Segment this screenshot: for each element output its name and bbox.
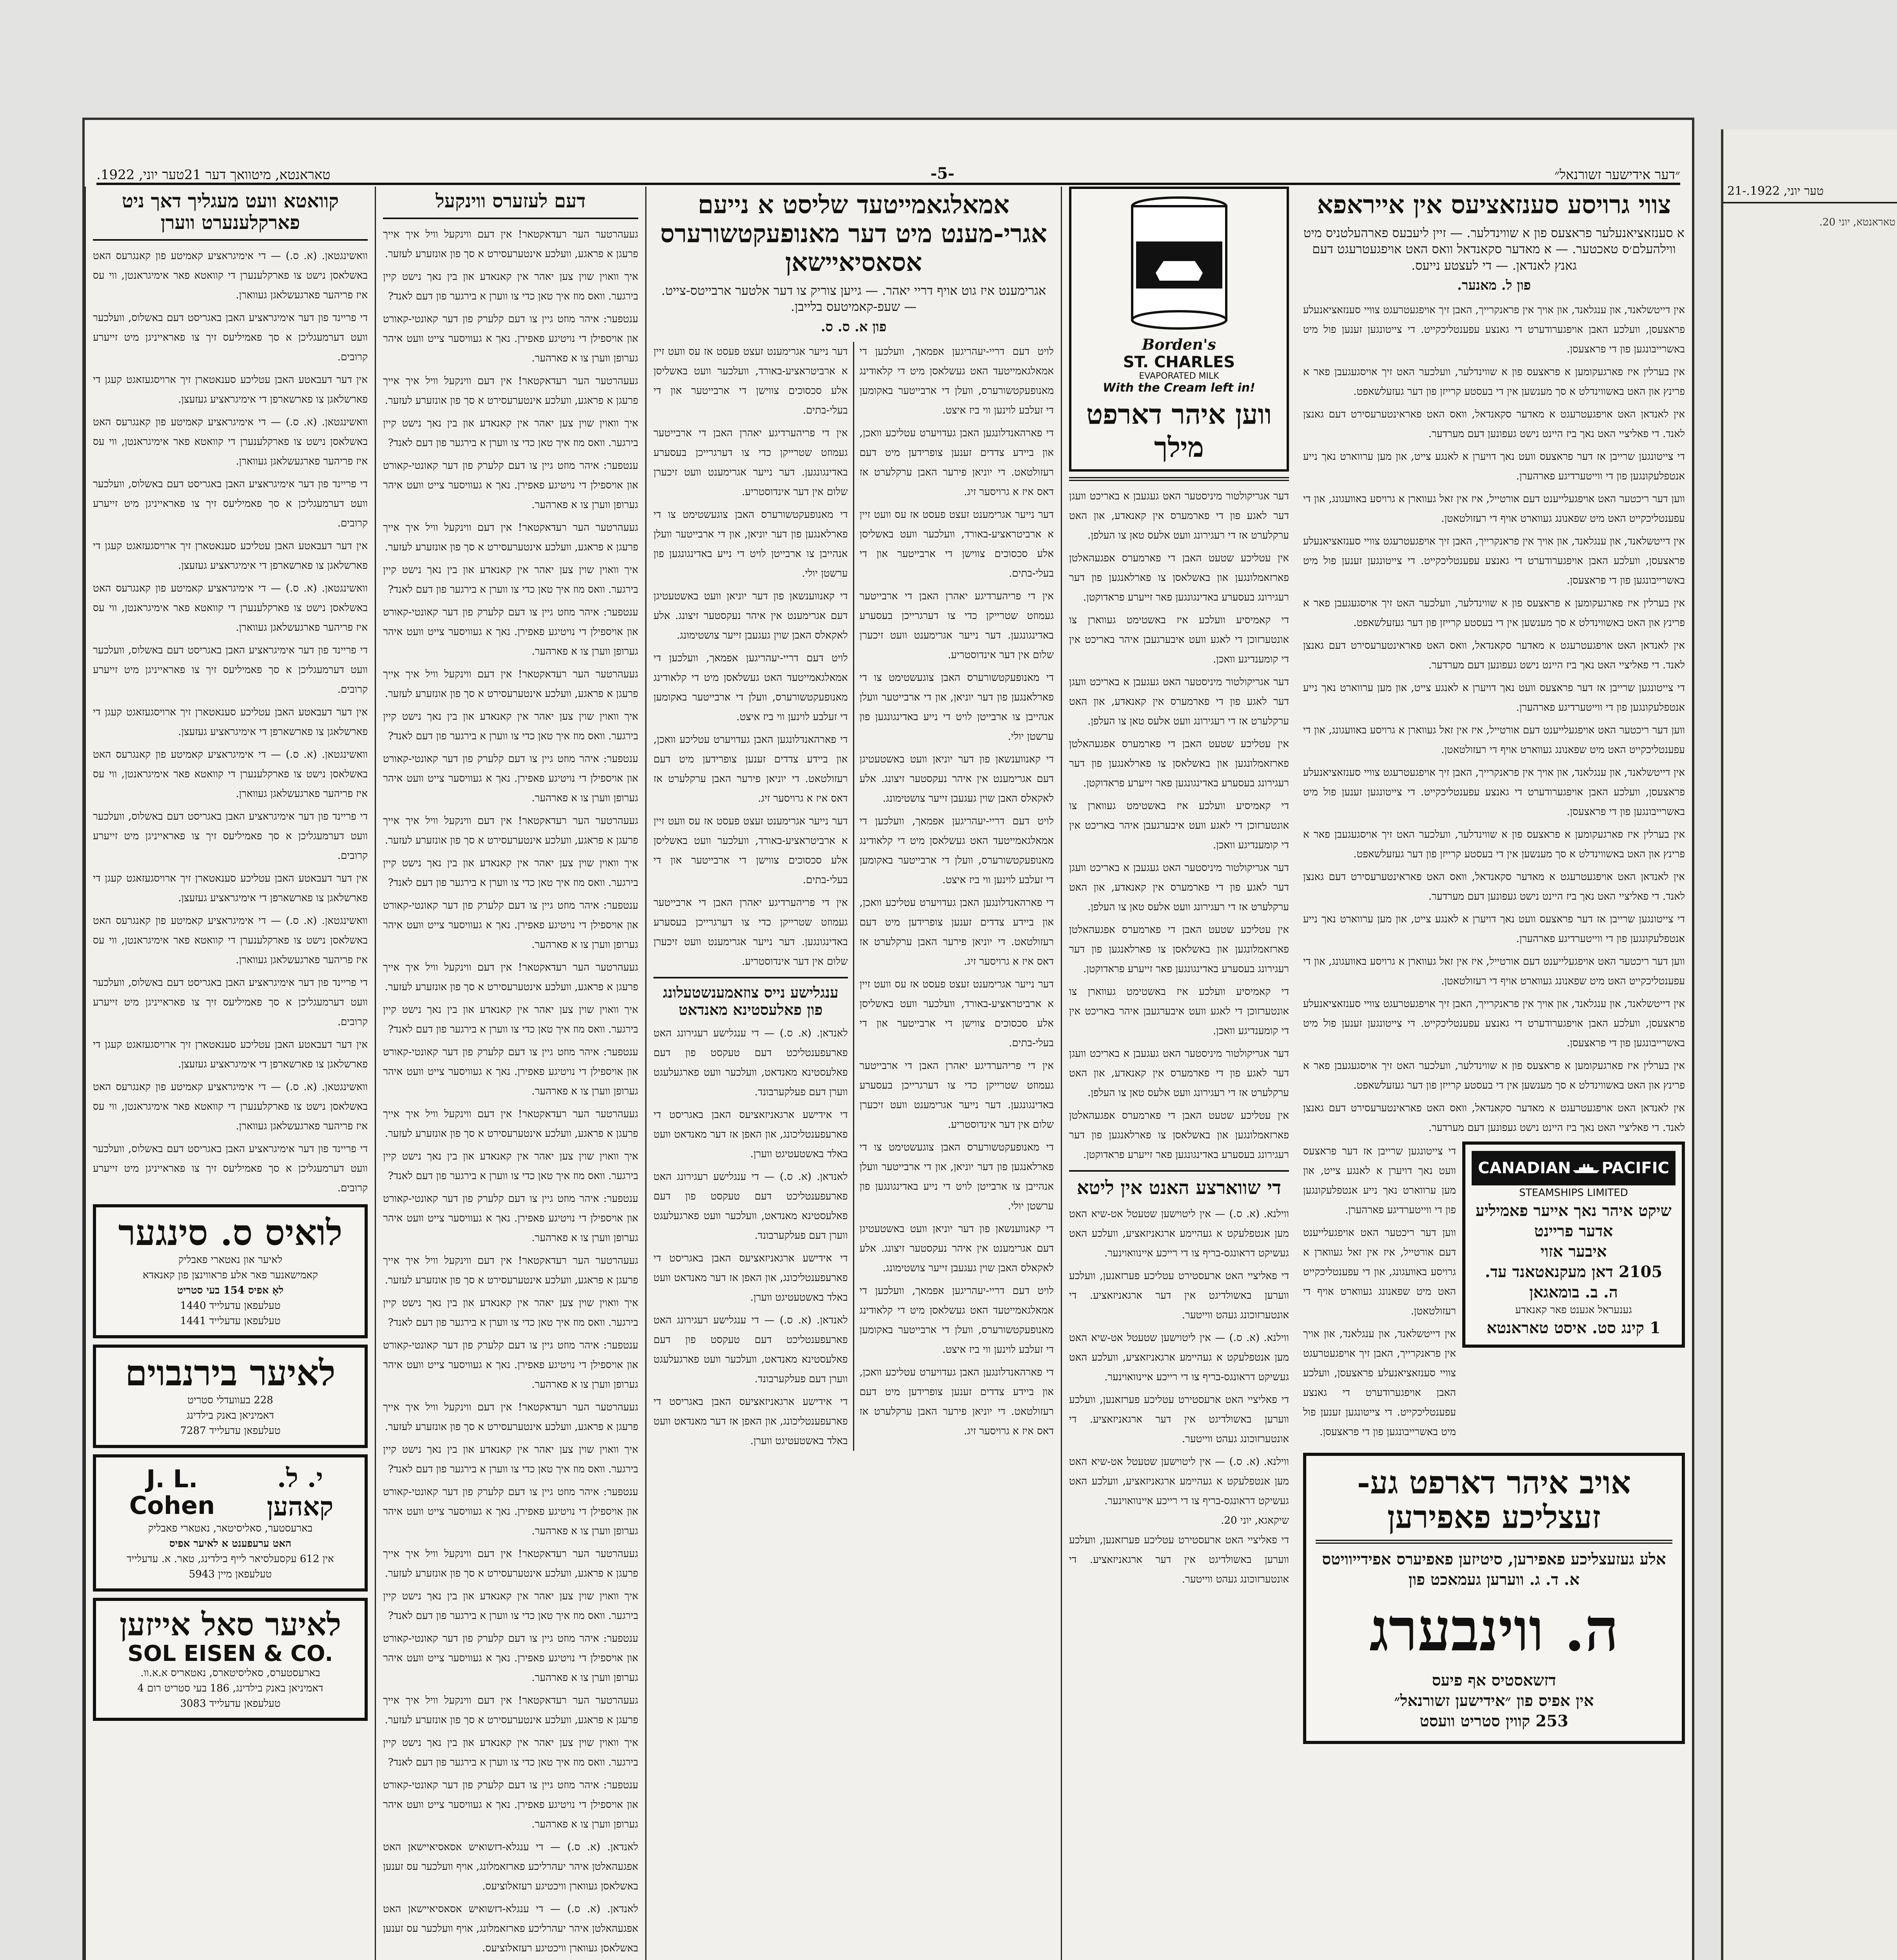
article-paragraph: די צייטונגען שרייבן אז דער פראצעס וועט נאך דויערן א לאנגע צייט, און מען ערווארט נאך נייע אנטפלעקונגען פון די ווייטערדיגע פארהערן. bbox=[1303, 451, 1685, 483]
article-paragraph: לאנדאן. (א. ס.) — די ענגלישע רעגירונג האט פארעפענטליכט דעם טעקסט פון דעם פאלעסטינא מאנדאט, וועלכער וועט פארגעלעגט ווערן דעם פעלקערבונד. bbox=[654, 1027, 848, 1098]
article-paragraph: ווען דער ריכטער האט אויפגעלייענט דעם אורטייל, איז אין זאל געווארן א גרויסע באוועגונג, און די עפענטליכקייט האט מיט שפאנונג געווארט אויף די רעזולטאטן. bbox=[1303, 493, 1685, 525]
article-paragraph: ווען דער ריכטער האט אויפגעלייענט דעם אורטייל, איז אין זאל געווארן א גרויסע באוועגונג, און די עפענטליכקייט האט מיט שפאנונג געווארט אויף די רעזולטאטן. bbox=[1303, 956, 1685, 987]
article-paragraph: אין דייטשלאנד, און ענגלאנד, און אויך אין פראנקרייך, האבן זיך אויפגעטרעגט צוויי סענזאציאנעלע פראצעסן, וועלכע האבן אויפגערודערט די גאנצע עפענטליכקייט. די צייטונגען זענען פול מיט באשרייבונגען פון די פראצעסן. bbox=[1303, 535, 1685, 587]
article-paragraph: די קאמיסיע וועלכע איז באשטימט געווארן צו אונטערזוכן די לאגע וועט איבערגעבן איהר באריכט אין די קומענדיגע וואכן. bbox=[1069, 986, 1289, 1037]
article-paragraph: די קאנווענשאן פון דער יוניאן וועט באשטעטיגן דעם אגרימענט אין איהר נעקסטער זיצונג. אלע לאקאלס האבן שוין געגעבן זייער צושטימונג. bbox=[859, 1223, 1054, 1274]
divider bbox=[1069, 477, 1289, 481]
article-paragraph: געעהרטער הער רעדאקטאר! אין דעם ווינקעל וויל איך אייך פרעגן א פראגע, וועלכע אינטערעסירט א סך פון אונזערע לעזער. bbox=[383, 1401, 638, 1433]
article-paragraph: איך וואוין שוין צען יאהר אין קאנאדע און בין נאך נישט קיין בירגער. וואס מוז איך טאן כדי צו ווערן א בירגער פון דעם לאנד? bbox=[383, 711, 638, 742]
eisen-phone: טעלעפאן עדעלייד 3083 bbox=[180, 1698, 281, 1710]
page-number: -5- bbox=[930, 164, 955, 183]
article-paragraph: וואשינגטאן. (א. ס.) — די אימיגראציע קאמיטע פון קאנגרעס האט באשלאסן נישט צו פארקלענערן די קוואטא פאר אימיגראנטן, ווי עס איז פריהער פארגעשלאגן געווארן. bbox=[93, 915, 368, 966]
article-paragraph: איך וואוין שוין צען יאהר אין קאנאדע און בין נאך נישט קיין בירגער. וואס מוז איך טאן כדי צו ווערן א בירגער פון דעם לאנד? bbox=[383, 417, 638, 449]
article-paragraph: ווען דער ריכטער האט אויפגעלייענט דעם אורטייל, איז אין זאל געווארן א גרויסע באוועגונג, און די עפענטליכקייט האט מיט שפאנונג געווארט אויף די רעזולטאטן. bbox=[1303, 724, 1685, 756]
article-paragraph: די צייטונגען שרייבן אז דער פראצעס וועט נאך דויערן א לאנגע צייט, און מען ערווארט נאך נייע אנטפלעקונגען פון די ווייטערדיגע פארהערן. bbox=[1303, 682, 1685, 714]
adjacent-page-text bbox=[1723, 203, 1897, 241]
article-paragraph: איך וואוין שוין צען יאהר אין קאנאדע און בין נאך נישט קיין בירגער. וואס מוז איך טאן כדי צו ווערן א בירגער פון דעם לאנד? bbox=[383, 1297, 638, 1329]
weinberg-tagline: דזשאסטיס אף פיעס bbox=[1432, 1671, 1556, 1690]
eisen-name-latin: SOL EISEN & CO. bbox=[127, 1641, 333, 1666]
singer-office: לאָ אפיס 154 בעי סטריט bbox=[177, 1285, 284, 1297]
article-paragraph: די פארהאנדלונגען האבן געדויערט עטליכע וואכן, און ביידע צדדים זענען צופרידען מיט דעם רעזולטאט. די יוניאן פירער האבן ערקלערט אז דאס איז א גרויסער זיג. bbox=[859, 427, 1054, 498]
article-paragraph: די צייטונגען שרייבן אז דער פראצעס וועט נאך דויערן א לאנגע צייט, און מען ערווארט נאך נייע אנטפלעקונגען פון די ווייטערדיגע פארהערן. bbox=[1303, 1145, 1456, 1216]
cp-banner bbox=[1472, 1151, 1676, 1185]
article-paragraph: די פאליציי האט ארעסטירט עטליכע פערזאנען, וועלכע ווערען באשולדיגט אין דער ארגאניזאציע. די אונטערזוכונג געהט ווייטער. bbox=[1069, 1394, 1289, 1445]
weinberg-ad bbox=[1303, 1453, 1685, 1744]
article-paragraph: ענטפער: איהר מוזט גיין צו דעם קלערק פון דער קאונטי-קאורט און אויספילן די נויטיגע פאפירן. נאך א געוויסער צייט וועט איהר גערופן ווערן צו א פארהער. bbox=[383, 1339, 638, 1391]
article-paragraph: אין די פריהערדיגע יאהרן האבן די ארבייטער געמוזט שטרייקן כדי צו דערגרייכן בעסערע באדינגונגען. דער נייער אגרימענט וועט זיכערן שלום אין דער אינדוסטריע. bbox=[859, 590, 1054, 661]
milk-can-icon bbox=[1120, 194, 1238, 336]
article-paragraph: ענטפער: איהר מוזט גיין צו דעם קלערק פון דער קאונטי-קאורט און אויספילן די נויטיגע פאפירן. נאך א געוויסער צייט וועט איהר גערופן ווערן צו א פארהער. bbox=[383, 1486, 638, 1537]
article-paragraph: איך וואוין שוין צען יאהר אין קאנאדע און בין נאך נישט קיין בירגער. וואס מוז איך טאן כדי צו ווערן א בירגער פון דעם לאנד? bbox=[383, 1151, 638, 1182]
article-paragraph: איך וואוין שוין צען יאהר אין קאנאדע און בין נאך נישט קיין בירגער. וואס מוז איך טאן כדי צו ווערן א בירגער פון דעם לאנד? bbox=[383, 1737, 638, 1769]
masthead-date: טאראנטא, מיטוואך דער 21טער יוני, 1922. bbox=[96, 167, 330, 183]
article-paragraph: אין בערלין איז פארגעקומען א פראצעס פון א שווינדלער, וועלכער האט זיך אויסגעגעבן פאר א פרינץ און האט באשווינדלט א סך מענשען אין די בעסטע קרייזן פון דער געזעלשאפט. bbox=[1303, 366, 1685, 398]
weinberg-name: ה. ווינבערג bbox=[1369, 1595, 1619, 1665]
column-europe-sensations bbox=[1296, 187, 1692, 1960]
article-paragraph: די פריינד פון דער אימיגראציע האבן באגריסט דעם באשלוס, וועלכער וועט דערמעגליכן א סך פאמיליעס זיך צו פאראייניגן מיט זייערע קרובים. bbox=[93, 977, 368, 1028]
ad-side-text bbox=[1303, 1142, 1456, 1445]
article-paragraph: די פארהאנדלונגען האבן געדויערט עטליכע וואכן, און ביידע צדדים זענען צופרידען מיט דעם רעזולטאט. די יוניאן פירער האבן ערקלערט אז דאס איז א גרויסער זיג. bbox=[859, 897, 1054, 967]
article-paragraph: וואשינגטאן. (א. ס.) — די אימיגראציע קאמיטע פון קאנגרעס האט באשלאסן נישט צו פארקלענערן די קוואטא פאר אימיגראנטן, ווי עס איז פריהער פארגעשלאגן געווארן. bbox=[93, 416, 368, 468]
article-paragraph: אין דער דעבאטע האבן עטליכע סענאטארן זיך ארויסגעזאגט קעגן די פארשלאגן צו פארשארפן די אימיגראציע געזעצן. bbox=[93, 1039, 368, 1071]
article-paragraph: אין דייטשלאנד, און ענגלאנד, און אויך אין פראנקרייך, האבן זיך אויפגעטרעגט צוויי סענזאציאנעלע פראצעסן, וועלכע האבן אויפגערודערט די גאנצע עפענטליכקייט. די צייטונגען זענען פול מיט באשרייבונגען פון די פראצעסן. bbox=[1303, 1328, 1456, 1438]
borden-tagline: With the Cream left in! bbox=[1103, 381, 1255, 395]
masthead bbox=[96, 155, 1680, 185]
masthead-title: ״דער אידישער זשורנאל״ bbox=[1554, 167, 1680, 183]
article-byline: פון ל. מאנער. bbox=[1457, 278, 1531, 294]
article-paragraph: אין עטליכע שטעט האבן די פארמערס אפגעהאלטן פארזאמלונגען און באשלאסן צו פארלאנגען פון דער רעגירונג בעסערע באדינגונגען פאר זייערע פראדוקטן. bbox=[1069, 1110, 1289, 1161]
article-paragraph: לאנדאן. (א. ס.) — די ענגלישע רעגירונג האט פארעפענטליכט דעם טעקסט פון דעם פאלעסטינא מאנדאט, וועלכער וועט פארגעלעגט ווערן דעם פעלקערבונד. bbox=[654, 1171, 848, 1242]
readers-corner-headline: דעם לעזערס ווינקעל bbox=[436, 190, 586, 212]
birnbaum-phone: טעלעפאן עדעלייד 7287 bbox=[180, 1425, 281, 1437]
singer-ad bbox=[93, 1204, 368, 1338]
article-paragraph: די פריינד פון דער אימיגראציע האבן באגריסט דעם באשלוס, וועלכער וועט דערמעגליכן א סך פאמיליעס זיך צו פאראייניגן מיט זייערע קרובים. bbox=[93, 811, 368, 862]
article-paragraph: ווילנא. (א. ס.) — אין ליטוישען שטעטל אט-שיא האט מען אנטפלעקט א געהיימע ארגאניזאציע, וועלכע האט געשיקט דראונגס-בריף צו די רייכע איינוואוינער. bbox=[1069, 1208, 1289, 1259]
article-paragraph: די אידישע ארגאניזאציעס האבן באגריסט די פארעפענטליכונג, און האפן אז דער מאנדאט וועט באלד באשטעטיגט ווערן. bbox=[654, 1396, 848, 1447]
cp-line1: שיקט איהר נאך אייער פאמיליע אדער פריינט bbox=[1476, 1201, 1672, 1241]
article-paragraph: די צייטונגען שרייבן אז דער פראצעס וועט נאך דויערן א לאנגע צייט, און מען ערווארט נאך נייע אנטפלעקונגען פון די ווייטערדיגע פארהערן. bbox=[1303, 913, 1685, 945]
canadian-pacific-ad bbox=[1462, 1142, 1685, 1348]
steamship-icon bbox=[1571, 1156, 1601, 1180]
birnbaum-building: דאמיניאן באנק בילדינג bbox=[187, 1410, 274, 1422]
article-paragraph: ענטפער: איהר מוזט גיין צו דעם קלערק פון דער קאונטי-קאורט און אויספילן די נויטיגע פאפירן. נאך א געוויסער צייט וועט איהר גערופן ווערן צו א פארהער. bbox=[383, 900, 638, 951]
column-borden-and-lithuania bbox=[1061, 187, 1296, 1960]
cp-line4: 1 קינג סט. איסט טאראנטא bbox=[1487, 1319, 1661, 1338]
singer-desc2: קאמישאנער פאר אלע פראווינצן פון קאנאדא bbox=[143, 1269, 318, 1281]
article-paragraph: די קאמיסיע וועלכע איז באשטימט געווארן צו אונטערזוכן די לאגע וועט איבערגעבן איהר באריכט אין די קומענדיגע וואכן. bbox=[1069, 800, 1289, 851]
article-paragraph: די אידישע ארגאניזאציעס האבן באגריסט די פארעפענטליכונג, און האפן אז דער מאנדאט וועט באלד באשטעטיגט ווערן. bbox=[654, 1252, 848, 1304]
article-paragraph: איך וואוין שוין צען יאהר אין קאנאדע און בין נאך נישט קיין בירגער. וואס מוז איך טאן כדי צו ווערן א בירגער פון דעם לאנד? bbox=[383, 1444, 638, 1475]
article-paragraph: די פריינד פון דער אימיגראציע האבן באגריסט דעם באשלוס, וועלכער וועט דערמעגליכן א סך פאמיליעס זיך צו פאראייניגן מיט זייערע קרובים. bbox=[93, 1143, 368, 1194]
article-paragraph: לאנדאן. (א. ס.) — די ענגלא-דזשואיש אסאסיאיישאן האט אפגעהאלטן איהר יעהרליכע פארזאמלונג, אויף וועלכער עס זענען באשלאסן געווארן וויכטיגע רעזאלוציעס. bbox=[383, 1903, 638, 1955]
article-paragraph: ווען דער ריכטער האט אויפגעלייענט דעם אורטייל, איז אין זאל געווארן א גרויסע באוועגונג, און די עפענטליכקייט האט מיט שפאנונג געווארט אויף די רעזולטאטן. bbox=[1303, 1227, 1456, 1318]
two-column-body bbox=[654, 342, 1054, 1451]
article-paragraph: געעהרטער הער רעדאקטאר! אין דעם ווינקעל וויל איך אייך פרעגן א פראגע, וועלכע אינטערעסירט א סך פון אונזערע לעזער. bbox=[383, 815, 638, 847]
article-paragraph: לויט דעם דריי-יעהריגען אפמאך, וועלכען די אמאלגאמייטעד האט געשלאסן מיט די קלאודינג מאנופעקטשורערס, וועלן די ארבייטער באקומען די זעלבע לוינען ווי ביז איצט. bbox=[859, 815, 1054, 886]
article-paragraph: אין בערלין איז פארגעקומען א פראצעס פון א שווינדלער, וועלכער האט זיך אויסגעגעבן פאר א פרינץ און האט באשווינדלט א סך מענשען אין די בעסטע קרייזן פון דער געזעלשאפט. bbox=[1303, 597, 1685, 629]
article-paragraph: געעהרטער הער רעדאקטאר! אין דעם ווינקעל וויל איך אייך פרעגן א פראגע, וועלכע אינטערעסירט א סך פון אונזערע לעזער. bbox=[383, 962, 638, 993]
cohen-desc2: האט ערעפענט א לאיער אפיס bbox=[169, 1537, 292, 1550]
article-paragraph: אין לאנדאן האט אויפגעטרעגט א מאדער סקאנדאל, וואס האט פאראינטערעסירט דעם גאנצן לאנד. די פאליציי האט נאך ביז היינט נישט געפונען דעם מערדער. bbox=[1303, 408, 1685, 440]
cp-line2: איבער אזוי bbox=[1540, 1242, 1607, 1261]
dateline: שיקאגא, יוני 20. bbox=[1221, 1515, 1289, 1527]
article-paragraph: אין דייטשלאנד, און ענגלאנד, און אויך אין פראנקרייך, האבן זיך אויפגעטרעגט צוויי סענזאציאנעלע פראצעסן, וועלכע האבן אויפגערודערט די גאנצע עפענטליכקייט. די צייטונגען זענען פול מיט באשרייבונגען פון די פראצעסן. bbox=[1303, 767, 1685, 818]
article-paragraph: די פארהאנדלונגען האבן געדויערט עטליכע וואכן, און ביידע צדדים זענען צופרידען מיט דעם רעזולטאט. די יוניאן פירער האבן ערקלערט אז דאס איז א גרויסער זיג. bbox=[859, 1366, 1054, 1437]
article-paragraph: אין עטליכע שטעט האבן די פארמערס אפגעהאלטן פארזאמלונגען און באשלאסן צו פארלאנגען פון דער רעגירונג בעסערע באדינגונגען פאר זייערע פראדוקטן. bbox=[1069, 738, 1289, 789]
borden-product: ST. CHARLES bbox=[1123, 353, 1235, 371]
cohen-address: אין 612 עקסעלסיאר לייף בילדינג, טאר. א. עדעלייד bbox=[127, 1553, 334, 1565]
article-paragraph: געעהרטער הער רעדאקטאר! אין דעם ווינקעל וויל איך אייך פרעגן א פראגע, וועלכע אינטערעסירט א סך פון אונזערע לעזער. bbox=[383, 668, 638, 700]
article-paragraph: וואשינגטאן. (א. ס.) — די אימיגראציע קאמיטע פון קאנגרעס האט באשלאסן נישט צו פארקלענערן די קוואטא פאר אימיגראנטן, ווי עס איז פריהער פארגעשלאגן געווארן. bbox=[93, 583, 368, 634]
eisen-name-hebrew: לאיער סאל אייזען bbox=[119, 1606, 341, 1643]
article-paragraph: ענטפער: איהר מוזט גיין צו דעם קלערק פון דער קאונטי-קאורט און אויספילן די נויטיגע פאפירן. נאך א געוויסער צייט וועט איהר גערופן ווערן צו א פארהער. bbox=[383, 460, 638, 511]
ad-row bbox=[1303, 1142, 1685, 1445]
cp-banner-tag: STEAMSHIPS LIMITED bbox=[1519, 1187, 1628, 1199]
article-paragraph: אין עטליכע שטעט האבן די פארמערס אפגעהאלטן פארזאמלונגען און באשלאסן צו פארלאנגען פון דער רעגירונג בעסערע באדינגונגען פאר זייערע פראדוקטן. bbox=[1069, 552, 1289, 603]
newspaper-page bbox=[82, 118, 1694, 1960]
article-paragraph: וואשינגטאן. (א. ס.) — די אימיגראציע קאמיטע פון קאנגרעס האט באשלאסן נישט צו פארקלענערן די קוואטא פאר אימיגראנטן, ווי עס איז פריהער פארגעשלאגן געווארן. bbox=[93, 1081, 368, 1132]
article-paragraph: לויט דעם דריי-יעהריגען אפמאך, וועלכען די אמאלגאמייטעד האט געשלאסן מיט די קלאודינג מאנופעקטשורערס, וועלן די ארבייטער באקומען די זעלבע לוינען ווי ביז איצט. bbox=[859, 1285, 1054, 1356]
article-paragraph: די פריינד פון דער אימיגראציע האבן באגריסט דעם באשלוס, וועלכער וועט דערמעגליכן א סך פאמיליעס זיך צו פאראייניגן מיט זייערע קרובים. bbox=[93, 644, 368, 696]
amalgamated-byline: פון א. ס. ס. bbox=[821, 319, 887, 335]
article-paragraph: אין בערלין איז פארגעקומען א פראצעס פון א שווינדלער, וועלכער האט זיך אויסגעגעבן פאר א פרינץ און האט באשווינדלט א סך מענשען אין די בעסטע קרייזן פון דער געזעלשאפט. bbox=[1303, 1060, 1685, 1092]
column-readers-corner bbox=[375, 187, 645, 1960]
article-paragraph: אין די פריהערדיגע יאהרן האבן די ארבייטער געמוזט שטרייקן כדי צו דערגרייכן בעסערע באדינגונגען. דער נייער אגרימענט וועט זיכערן שלום אין דער אינדוסטריע. bbox=[859, 1060, 1054, 1131]
article-paragraph: ענטפער: איהר מוזט גיין צו דעם קלערק פון דער קאונטי-קאורט און אויספילן די נויטיגע פאפירן. נאך א געוויסער צייט וועט איהר גערופן ווערן צו א פארהער. bbox=[383, 1779, 638, 1831]
cohen-name-hebrew: י. ל. קאהען bbox=[267, 1463, 334, 1522]
amalgamated-headline: אמאלגאמייטעד שליסט א נייעם אגרי-מענט מיט דער מאנופעקטשורערס אסאסיאיישאן bbox=[660, 190, 1047, 278]
divider bbox=[654, 977, 848, 978]
borden-milk-ad bbox=[1069, 187, 1289, 472]
birnbaum-ad bbox=[93, 1345, 368, 1448]
article-paragraph: ענטפער: איהר מוזט גיין צו דעם קלערק פון דער קאונטי-קאורט און אויספילן די נויטיגע פאפירן. נאך א געוויסער צייט וועט איהר גערופן ווערן צו א פארהער. bbox=[383, 753, 638, 804]
article-paragraph: לויט דעם דריי-יעהריגען אפמאך, וועלכען די אמאלגאמייטעד האט געשלאסן מיט די קלאודינג מאנופעקטשורערס, וועלן די ארבייטער באקומען די זעלבע לוינען ווי ביז איצט. bbox=[859, 345, 1054, 416]
eisen-ad bbox=[93, 1598, 368, 1721]
weinberg-address: 253 קווין סטריט וועסט bbox=[1420, 1712, 1568, 1731]
cohen-name-latin: J. L. Cohen bbox=[129, 1464, 215, 1520]
article-paragraph: די מאנופעקטשורערס האבן צוגעשטימט צו די פארלאנגען פון דער יוניאן, און די ארבייטער וועלן אנהייבן צו ארבייטן לויט די נייע באדינגונגען פון ערשטן יולי. bbox=[859, 1141, 1054, 1212]
article-headline: צווי גרויסע סענזאציעס אין אייראפא bbox=[1317, 190, 1671, 220]
divider bbox=[93, 239, 368, 241]
quota-headline: קוואטא וועט מעגליך דאך ניט פארקלענערט ווערן bbox=[122, 190, 339, 234]
adjacent-page-date: טער יוני, 1922.-21 bbox=[1723, 129, 1897, 203]
singer-phone2: טעלעפאן עדעלייד 1441 bbox=[180, 1315, 281, 1327]
article-paragraph: אין די פריהערדיגע יאהרן האבן די ארבייטער געמוזט שטרייקן כדי צו דערגרייכן בעסערע באדינגונגען. דער נייער אגרימענט וועט זיכערן שלום אין דער אינדוסטריע. bbox=[654, 897, 848, 967]
article-paragraph: ווילנא. (א. ס.) — אין ליטוישען שטעטל אט-שיא האט מען אנטפלעקט א געהיימע ארגאניזאציע, וועלכע האט געשיקט דראונגס-בריף צו די רייכע איינוואוינער. bbox=[1069, 1332, 1289, 1383]
weinberg-office: אין אפיס פון ״אידישען זשורנאל״ bbox=[1394, 1691, 1594, 1710]
amalgamated-subhead: אגרימענט איז גוט אויף דריי יאהר. — גייען צוריק צו דער אלטער ארבייטס-צייט. — שעפ-קאמיטעס בלייבן. bbox=[661, 283, 1046, 314]
article-paragraph: אין דער דעבאטע האבן עטליכע סענאטארן זיך ארויסגעזאגט קעגן די פארשלאגן צו פארשארפן די אימיגראציע געזעצן. bbox=[93, 374, 368, 406]
article-paragraph: אין לאנדאן האט אויפגעטרעגט א מאדער סקאנדאל, וואס האט פאראינטערעסירט דעם גאנצן לאנד. די פאליציי האט נאך ביז היינט נישט געפונען דעם מערדער. bbox=[1303, 1102, 1685, 1134]
article-paragraph: געעהרטער הער רעדאקטאר! אין דעם ווינקעל וויל איך אייך פרעגן א פראגע, וועלכע אינטערעסירט א סך פון אונזערע לעזער. bbox=[383, 522, 638, 554]
birnbaum-address: 228 בעוועדלי סטריט bbox=[187, 1394, 273, 1406]
article-paragraph: געעהרטער הער רעדאקטאר! אין דעם ווינקעל וויל איך אייך פרעגן א פראגע, וועלכע אינטערעסירט א סך פון אונזערע לעזער. bbox=[383, 1695, 638, 1726]
borden-product-sub: EVAPORATED MILK bbox=[1139, 371, 1219, 381]
column-quota-and-ads bbox=[85, 187, 375, 1960]
article-paragraph: די פאליציי האט ארעסטירט עטליכע פערזאנען, וועלכע ווערען באשולדיגט אין דער ארגאניזאציע. די אונטערזוכונג געהט ווייטער. bbox=[1069, 1534, 1289, 1586]
article-paragraph: דער אגריקולטור מיניסטער האט געגעבן א באריכט וועגן דער לאגע פון די פארמערס אין קאנאדע, און האט ערקלערט אז די רעגירונג וועט אלעס טאן צו העלפן. bbox=[1069, 1048, 1289, 1099]
article-paragraph: די פריינד פון דער אימיגראציע האבן באגריסט דעם באשלוס, וועלכער וועט דערמעגליכן א סך פאמיליעס זיך צו פאראייניגן מיט זייערע קרובים. bbox=[93, 312, 368, 363]
weinberg-headline: אויב איהר דארפט גע- bbox=[1357, 1464, 1631, 1501]
article-paragraph: דער אגריקולטור מיניסטער האט געגעבן א באריכט וועגן דער לאגע פון די פארמערס אין קאנאדע, און האט ערקלערט אז די רעגירונג וועט אלעס טאן צו העלפן. bbox=[1069, 862, 1289, 913]
article-paragraph: געעהרטער הער רעדאקטאר! אין דעם ווינקעל וויל איך אייך פרעגן א פראגע, וועלכע אינטערעסירט א סך פון אונזערע לעזער. bbox=[383, 1548, 638, 1580]
cp-banner-right: PACIFIC bbox=[1601, 1159, 1669, 1178]
article-paragraph: דער נייער אגרימענט זעצט פעסט אז עס וועט זיין א ארביטראציע-באורד, וועלכער וועט באשליסן אלע סכסוכים צווישן די ארבייטער און די בעלי-בתים. bbox=[654, 815, 848, 886]
article-paragraph: לויט דעם דריי-יעהריגען אפמאך, וועלכען די אמאלגאמייטעד האט געשלאסן מיט די קלאודינג מאנופעקטשורערס, וועלן די ארבייטער באקומען די זעלבע לוינען ווי ביז איצט. bbox=[654, 652, 848, 723]
cp-banner-left: CANADIAN bbox=[1478, 1159, 1571, 1178]
cp-address: 2105 דאן מעקנאטאנד עד. bbox=[1485, 1263, 1663, 1281]
article-paragraph: אין די פריהערדיגע יאהרן האבן די ארבייטער געמוזט שטרייקן כדי צו דערגרייכן בעסערע באדינגונגען. דער נייער אגרימענט וועט זיכערן שלום אין דער אינדוסטריע. bbox=[654, 427, 848, 498]
birnbaum-name: לאיער בירנבוים bbox=[125, 1352, 336, 1394]
eisen-desc: בארעסטערס, סאליסיטארס, נאטאריס א.א.וו. bbox=[140, 1667, 320, 1679]
article-paragraph: אין דער דעבאטע האבן עטליכע סענאטארן זיך ארויסגעזאגט קעגן די פארשלאגן צו פארשארפן די אימיגראציע געזעצן. bbox=[93, 706, 368, 738]
article-paragraph: די פארהאנדלונגען האבן געדויערט עטליכע וואכן, און ביידע צדדים זענען צופרידען מיט דעם רעזולטאט. די יוניאן פירער האבן ערקלערט אז דאס איז א גרויסער זיג. bbox=[654, 733, 848, 804]
article-paragraph: אין דייטשלאנד, און ענגלאנד, און אויך אין פראנקרייך, האבן זיך אויפגעטרעגט צוויי סענזאציאנעלע פראצעסן, וועלכע האבן אויפגערודערט די גאנצע עפענטליכקייט. די צייטונגען זענען פול מיט באשרייבונגען פון די פראצעסן. bbox=[1303, 304, 1685, 356]
article-paragraph: געעהרטער הער רעדאקטאר! אין דעם ווינקעל וויל איך אייך פרעגן א פראגע, וועלכע אינטערעסירט א סך פון אונזערע לעזער. bbox=[383, 229, 638, 260]
article-paragraph: דער נייער אגרימענט זעצט פעסט אז עס וועט זיין א ארביטראציע-באורד, וועלכער וועט באשליסן אלע סכסוכים צווישן די ארבייטער און די בעלי-בתים. bbox=[654, 345, 848, 416]
article-paragraph: געעהרטער הער רעדאקטאר! אין דעם ווינקעל וויל איך אייך פרעגן א פראגע, וועלכע אינטערעסירט א סך פון אונזערע לעזער. bbox=[383, 375, 638, 407]
palestine-headline: ענגלישע נייס צוזאמענשטעלונג פון פאלעסטינא מאנדאט bbox=[663, 983, 839, 1018]
eisen-address: דאמיניאן באנק בילדינג, 186 בעי סטריט רום 4 bbox=[137, 1682, 323, 1695]
article-paragraph: אין לאנדאן האט אויפגעטרעגט א מאדער סקאנדאל, וואס האט פאראינטערעסירט דעם גאנצן לאנד. די פאליציי האט נאך ביז היינט נישט געפונען דעם מערדער. bbox=[1303, 640, 1685, 671]
divider bbox=[1316, 1540, 1672, 1544]
article-paragraph: די מאנופעקטשורערס האבן צוגעשטימט צו די פארלאנגען פון דער יוניאן, און די ארבייטער וועלן אנהייבן צו ארבייטן לויט די נייע באדינגונגען פון ערשטן יולי. bbox=[859, 671, 1054, 742]
adjacent-page-fragment bbox=[1721, 129, 1897, 1960]
divider bbox=[383, 218, 638, 219]
singer-name: לואיס ס. סינגער bbox=[118, 1212, 343, 1254]
article-paragraph: איך וואוין שוין צען יאהר אין קאנאדע און בין נאך נישט קיין בירגער. וואס מוז איך טאן כדי צו ווערן א בירגער פון דעם לאנד? bbox=[383, 271, 638, 303]
article-paragraph: אין בערלין איז פארגעקומען א פראצעס פון א שווינדלער, וועלכער האט זיך אויסגעגעבן פאר א פרינץ און האט באשווינדלט א סך מענשען אין די בעסטע קרייזן פון דער געזעלשאפט. bbox=[1303, 829, 1685, 860]
borden-cta: ווען איהר דארפט מילך bbox=[1086, 398, 1272, 463]
article-paragraph: דער אגריקולטור מיניסטער האט געגעבן א באריכט וועגן דער לאגע פון די פארמערס אין קאנאדע, און האט ערקלערט אז די רעגירונג וועט אלעס טאן צו העלפן. bbox=[1069, 490, 1289, 541]
article-paragraph: איך וואוין שוין צען יאהר אין קאנאדע און בין נאך נישט קיין בירגער. וואס מוז איך טאן כדי צו ווערן א בירגער פון דעם לאנד? bbox=[383, 857, 638, 889]
article-paragraph: ענטפער: איהר מוזט גיין צו דעם קלערק פון דער קאונטי-קאורט און אויספילן די נויטיגע פאפירן. נאך א געוויסער צייט וועט איהר גערופן ווערן צו א פארהער. bbox=[383, 606, 638, 658]
lithuania-headline: די שווארצע האנט אין ליטא bbox=[1076, 1177, 1282, 1199]
singer-desc: לאיער און נאטארי פאבליק bbox=[178, 1254, 283, 1266]
article-paragraph: דער נייער אגרימענט זעצט פעסט אז עס וועט זיין א ארביטראציע-באורד, וועלכער וועט באשליסן אלע סכסוכים צווישן די ארבייטער און די בעלי-בתים. bbox=[859, 978, 1054, 1049]
weinberg-headline2: זעצליכע פאפירען bbox=[1387, 1499, 1601, 1536]
article-paragraph: די אידישע ארגאניזאציעס האבן באגריסט די פארעפענטליכונג, און האפן אז דער מאנדאט וועט באלד באשטעטיגט ווערן. bbox=[654, 1109, 848, 1160]
article-paragraph: די קאנווענשאן פון דער יוניאן וועט באשטעטיגן דעם אגרימענט אין איהר נעקסטער זיצונג. אלע לאקאלס האבן שוין געגעבן זייער צושטימונג. bbox=[654, 590, 848, 641]
article-paragraph: געעהרטער הער רעדאקטאר! אין דעם ווינקעל וויל איך אייך פרעגן א פראגע, וועלכע אינטערעסירט א סך פון אונזערע לעזער. bbox=[383, 1255, 638, 1287]
article-paragraph: ווילנא. (א. ס.) — אין ליטוישען שטעטל אט-שיא האט מען אנטפלעקט א געהיימע ארגאניזאציע, וועלכע האט געשיקט דראונגס-בריף צו די רייכע איינוואוינער. bbox=[1069, 1456, 1289, 1507]
article-paragraph: לאנדאן. (א. ס.) — די ענגלא-דזשואיש אסאסיאיישאן האט אפגעהאלטן איהר יעהרליכע פארזאמלונג, אויף וועלכער עס זענען באשלאסן געווארן וויכטיגע רעזאלוציעס. bbox=[383, 1841, 638, 1893]
article-paragraph: אין עטליכע שטעט האבן די פארמערס אפגעהאלטן פארזאמלונגען און באשלאסן צו פארלאנגען פון דער רעגירונג בעסערע באדינגונגען פאר זייערע פראדוקטן. bbox=[1069, 924, 1289, 975]
article-paragraph: ענטפער: איהר מוזט גיין צו דעם קלערק פון דער קאונטי-קאורט און אויספילן די נויטיגע פאפירן. נאך א געוויסער צייט וועט איהר גערופן ווערן צו א פארהער. bbox=[383, 1633, 638, 1684]
article-paragraph: דער נייער אגרימענט זעצט פעסט אז עס וועט זיין א ארביטראציע-באורד, וועלכער וועט באשליסן אלע סכסוכים צווישן די ארבייטער און די בעלי-בתים. bbox=[859, 508, 1054, 579]
cohen-names bbox=[102, 1464, 358, 1521]
article-paragraph: אין דער דעבאטע האבן עטליכע סענאטארן זיך ארויסגעזאגט קעגן די פארשלאגן צו פארשארפן די אימיגראציע געזעצן. bbox=[93, 540, 368, 572]
cp-line3: גענעראל אגענט פאר קאנאדע bbox=[1515, 1304, 1632, 1316]
article-paragraph: אין דער דעבאטע האבן עטליכע סענאטארן זיך ארויסגעזאגט קעגן די פארשלאגן צו פארשארפן די אימיגראציע געזעצן. bbox=[93, 873, 368, 904]
article-paragraph: די קאנווענשאן פון דער יוניאן וועט באשטעטיגן דעם אגרימענט אין איהר נעקסטער זיצונג. אלע לאקאלס האבן שוין געגעבן זייער צושטימונג. bbox=[859, 753, 1054, 804]
article-paragraph: די פאליציי האט ארעסטירט עטליכע פערזאנען, וועלכע ווערען באשולדיגט אין דער ארגאניזאציע. די אונטערזוכונג געהט ווייטער. bbox=[1069, 1270, 1289, 1321]
article-paragraph: וואשינגטאן. (א. ס.) — די אימיגראציע קאמיטע פון קאנגרעס האט באשלאסן נישט צו פארקלענערן די קוואטא פאר אימיגראנטן, ווי עס איז פריהער פארגעשלאגן געווארן. bbox=[93, 250, 368, 301]
article-paragraph: ענטפער: איהר מוזט גיין צו דעם קלערק פון דער קאונטי-קאורט און אויספילן די נויטיגע פאפירן. נאך א געוויסער צייט וועט איהר גערופן ווערן צו א פארהער. bbox=[383, 1193, 638, 1244]
column-amalgamated bbox=[645, 187, 1061, 1960]
article-paragraph: אין דייטשלאנד, און ענגלאנד, און אויך אין פראנקרייך, האבן זיך אויפגעטרעגט צוויי סענזאציאנעלע פראצעסן, וועלכע האבן אויפגערודערט די גאנצע עפענטליכקייט. די צייטונגען זענען פול מיט באשרייבונגען פון די פראצעסן. bbox=[1303, 998, 1685, 1049]
article-paragraph: ענטפער: איהר מוזט גיין צו דעם קלערק פון דער קאונטי-קאורט און אויספילן די נויטיגע פאפירן. נאך א געוויסער צייט וועט איהר גערופן ווערן צו א פארהער. bbox=[383, 313, 638, 365]
article-paragraph: די מאנופעקטשורערס האבן צוגעשטימט צו די פארלאנגען פון דער יוניאן, און די ארבייטער וועלן אנהייבן צו ארבייטן לויט די נייע באדינגונגען פון ערשטן יולי. bbox=[654, 508, 848, 579]
article-paragraph: לאנדאן. (א. ס.) — די ענגלישע רעגירונג האט פארעפענטליכט דעם טעקסט פון דעם פאלעסטינא מאנדאט, וועלכער וועט פארגעלעגט ווערן דעם פעלקערבונד. bbox=[654, 1314, 848, 1385]
article-paragraph: אין לאנדאן האט אויפגעטרעגט א מאדער סקאנדאל, וואס האט פאראינטערעסירט דעם גאנצן לאנד. די פאליציי האט נאך ביז היינט נישט געפונען דעם מערדער. bbox=[1303, 871, 1685, 903]
article-paragraph: וואשינגטאן. (א. ס.) — די אימיגראציע קאמיטע פון קאנגרעס האט באשלאסן נישט צו פארקלענערן די קוואטא פאר אימיגראנטן, ווי עס איז פריהער פארגעשלאגן געווארן. bbox=[93, 749, 368, 800]
article-paragraph: איך וואוין שוין צען יאהר אין קאנאדע און בין נאך נישט קיין בירגער. וואס מוז איך טאן כדי צו ווערן א בירגער פון דעם לאנד? bbox=[383, 1004, 638, 1036]
article-subhead: א סענזאציאנעלער פראצעס פון א שווינדלער. — זיין ליעבעס פארהעלטניס מיט ווילהעלם׳ס טאכטער. — א מאדער סקאנדאל וואס האט אויפגעטרעגט דעם גאנץ לאנדאן. — די לעצטע נייעס. bbox=[1303, 225, 1685, 273]
cohen-ad bbox=[93, 1454, 368, 1591]
article-paragraph: ענטפער: איהר מוזט גיין צו דעם קלערק פון דער קאונטי-קאורט און אויספילן די נויטיגע פאפירן. נאך א געוויסער צייט וועט איהר גערופן ווערן צו א פארהער. bbox=[383, 1046, 638, 1098]
article-paragraph: די קאמיסיע וועלכע איז באשטימט געווארן צו אונטערזוכן די לאגע וועט איבערגעבן איהר באריכט אין די קומענדיגע וואכן. bbox=[1069, 614, 1289, 665]
weinberg-desc: אלע געזעצליכע פאפירען, סיטיזען פאפיערס אפידייוויטס א. ד. ג. ווערען געמאכט פון bbox=[1322, 1550, 1666, 1589]
singer-phone1: טעלעפאן עדעלייד 1440 bbox=[180, 1300, 281, 1312]
article-paragraph: דער אגריקולטור מיניסטער האט געגעבן א באריכט וועגן דער לאגע פון די פארמערס אין קאנאדע, און האט ערקלערט אז די רעגירונג וועט אלעס טאן צו העלפן. bbox=[1069, 676, 1289, 727]
divider bbox=[1069, 1170, 1289, 1172]
article-paragraph: געעהרטער הער רעדאקטאר! אין דעם ווינקעל וויל איך אייך פרעגן א פראגע, וועלכע אינטערעסירט א סך פון אונזערע לעזער. bbox=[383, 1108, 638, 1140]
cohen-desc: בארעסטער, סאליסיטאר, נאטארי פאבליק bbox=[148, 1522, 313, 1534]
cohen-phone: טעלעפאן מיין 5943 bbox=[189, 1568, 272, 1580]
cp-agent: ה. ב. בומאגאן bbox=[1529, 1283, 1618, 1302]
borden-brand: Borden's bbox=[1142, 336, 1216, 353]
article-paragraph: די פריינד פון דער אימיגראציע האבן באגריסט דעם באשלוס, וועלכער וועט דערמעגליכן א סך פאמיליעס זיך צו פאראייניגן מיט זייערע קרובים. bbox=[93, 478, 368, 530]
adjacent-page-dateline: טאראנטא, יוני 20. bbox=[1819, 216, 1895, 228]
article-paragraph: איך וואוין שוין צען יאהר אין קאנאדע און בין נאך נישט קיין בירגער. וואס מוז איך טאן כדי צו ווערן א בירגער פון דעם לאנד? bbox=[383, 564, 638, 596]
article-paragraph: איך וואוין שוין צען יאהר אין קאנאדע און בין נאך נישט קיין בירגער. וואס מוז איך טאן כדי צו ווערן א בירגער פון דעם לאנד? bbox=[383, 1590, 638, 1622]
